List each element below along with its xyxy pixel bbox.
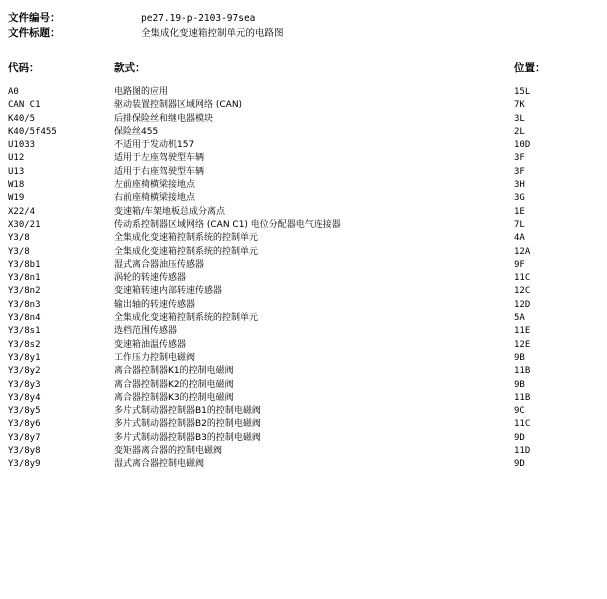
- column-header-position: 位置：: [514, 62, 546, 74]
- row-description: 选档范围传感器: [114, 326, 178, 337]
- row-description: 湿式离合器控制电磁阀: [114, 459, 205, 470]
- table-row: [0, 325, 607, 338]
- row-description: 变速箱/车架地板总成分离点: [114, 206, 226, 217]
- row-description: 适用于右座驾驶型车辆: [114, 166, 205, 177]
- row-code: A0: [8, 87, 19, 97]
- row-description: 保险丝455: [114, 126, 159, 137]
- row-position: 5A: [514, 313, 525, 324]
- row-code: X22/4: [8, 206, 36, 217]
- row-code: Y3/8y2: [8, 366, 41, 377]
- table-row: [0, 285, 607, 298]
- row-description: 适用于左座驾驶型车辆: [114, 153, 205, 164]
- row-position: 7L: [514, 219, 525, 230]
- row-code: Y3/8: [8, 233, 30, 244]
- row-code: W19: [8, 193, 25, 204]
- row-code: U12: [8, 153, 25, 164]
- row-code: Y3/8: [8, 246, 30, 257]
- row-description: 湿式离合器油压传感器: [114, 259, 205, 270]
- column-header-code: 代码：: [8, 62, 40, 74]
- row-code: K40/5f455: [8, 126, 57, 137]
- row-code: X30/21: [8, 219, 41, 230]
- row-description: 全集成化变速箱控制系统的控制单元: [114, 246, 259, 257]
- row-description: 后排保险丝和继电器模块: [114, 113, 214, 124]
- row-position: 9D: [514, 432, 525, 443]
- row-position: 9B: [514, 352, 525, 363]
- table-row: [0, 458, 607, 471]
- row-description: 多片式制动器控制器B1的控制电磁阀: [114, 406, 261, 417]
- table-row: [0, 219, 607, 232]
- row-description: 多片式制动器控制器B2的控制电磁阀: [114, 419, 261, 430]
- row-description: 左前座椅横梁接地点: [114, 180, 196, 191]
- component-list: [0, 86, 607, 472]
- row-code: U13: [8, 166, 25, 177]
- row-description: 驱动装置控制器区域网络 (CAN): [114, 100, 243, 111]
- table-row: [0, 352, 607, 365]
- table-row: [0, 405, 607, 418]
- row-description: 不适用于发动机157: [114, 140, 195, 151]
- row-code: Y3/8n2: [8, 286, 41, 297]
- row-description: 传动系控制器区域网络 (CAN C1) 电位分配器电气连接器: [114, 219, 341, 230]
- table-row: [0, 272, 607, 285]
- row-description: 涡轮的转速传感器: [114, 273, 187, 284]
- table-row: [0, 312, 607, 325]
- table-row: [0, 126, 607, 139]
- row-position: 11D: [514, 446, 531, 457]
- row-description: 右前座椅横梁接地点: [114, 193, 196, 204]
- row-position: 2L: [514, 126, 525, 137]
- row-description: 变矩器离合器的控制电磁阀: [114, 446, 223, 457]
- row-position: 11C: [514, 273, 531, 284]
- column-header-style: 款式：: [114, 62, 146, 74]
- doc-title-value: 全集成化变速箱控制单元的电路图: [141, 28, 284, 39]
- table-row: [0, 339, 607, 352]
- row-description: 离合器控制器K2的控制电磁阀: [114, 379, 234, 390]
- row-description: 全集成化变速箱控制系统的控制单元: [114, 233, 259, 244]
- row-code: Y3/8y9: [8, 459, 41, 470]
- row-code: Y3/8y8: [8, 446, 41, 457]
- row-description: 工作压力控制电磁阀: [114, 352, 196, 363]
- table-row: [0, 152, 607, 165]
- row-code: Y3/8y4: [8, 392, 41, 403]
- row-position: 10D: [514, 140, 531, 151]
- row-position: 9F: [514, 259, 525, 270]
- table-row: [0, 259, 607, 272]
- row-position: 9C: [514, 406, 525, 417]
- table-row: [0, 139, 607, 152]
- row-position: 9B: [514, 379, 525, 390]
- row-description: 变速箱油温传感器: [114, 339, 187, 350]
- row-code: Y3/8s2: [8, 339, 41, 350]
- doc-title-label: 文件标题：: [8, 27, 61, 39]
- table-row: [0, 299, 607, 312]
- table-row: [0, 179, 607, 192]
- row-code: Y3/8n4: [8, 313, 41, 324]
- row-position: 9D: [514, 459, 525, 470]
- row-position: 12C: [514, 286, 531, 297]
- row-position: 11B: [514, 366, 531, 377]
- row-description: 多片式制动器控制器B3的控制电磁阀: [114, 432, 261, 443]
- row-code: Y3/8s1: [8, 326, 41, 337]
- table-row: [0, 418, 607, 431]
- row-code: Y3/8b1: [8, 259, 41, 270]
- table-row: [0, 166, 607, 179]
- table-row: [0, 192, 607, 205]
- row-description: 离合器控制器K3的控制电磁阀: [114, 392, 234, 403]
- row-description: 全集成化变速箱控制系统的控制单元: [114, 313, 259, 324]
- doc-number-label: 文件编号：: [8, 12, 61, 24]
- row-description: 输出轴的转速传感器: [114, 299, 196, 310]
- row-code: Y3/8y5: [8, 406, 41, 417]
- row-code: Y3/8y1: [8, 352, 41, 363]
- table-row: [0, 206, 607, 219]
- row-position: 12E: [514, 339, 531, 350]
- table-row: [0, 365, 607, 378]
- table-row: [0, 99, 607, 112]
- row-position: 3H: [514, 180, 525, 191]
- row-description: 电路图的应用: [114, 87, 169, 97]
- row-position: 1E: [514, 206, 525, 217]
- row-code: Y3/8n1: [8, 273, 41, 284]
- table-row: [0, 246, 607, 259]
- row-position: 4A: [514, 233, 525, 244]
- row-position: 12A: [514, 246, 531, 257]
- row-code: Y3/8y6: [8, 419, 41, 430]
- row-position: 3G: [514, 193, 525, 204]
- row-code: K40/5: [8, 113, 36, 124]
- row-description: 变速箱转速内部转速传感器: [114, 286, 223, 297]
- row-position: 15L: [514, 87, 531, 97]
- row-position: 12D: [514, 299, 531, 310]
- row-position: 11E: [514, 326, 531, 337]
- row-code: Y3/8n3: [8, 299, 41, 310]
- doc-number-value: pe27.19-p-2103-97sea: [141, 13, 256, 24]
- row-position: 3F: [514, 166, 525, 177]
- row-code: CAN C1: [8, 100, 41, 111]
- table-row: [0, 113, 607, 126]
- row-position: 11C: [514, 419, 531, 430]
- row-position: 3L: [514, 113, 525, 124]
- table-row: [0, 379, 607, 392]
- row-description: 离合器控制器K1的控制电磁阀: [114, 366, 234, 377]
- row-code: Y3/8y7: [8, 432, 41, 443]
- row-code: U1033: [8, 140, 36, 151]
- table-row: [0, 86, 607, 99]
- table-row: [0, 445, 607, 458]
- row-position: 11B: [514, 392, 531, 403]
- row-position: 7K: [514, 100, 525, 111]
- table-row: [0, 232, 607, 245]
- row-position: 3F: [514, 153, 525, 164]
- table-row: [0, 392, 607, 405]
- row-code: W18: [8, 180, 25, 191]
- row-code: Y3/8y3: [8, 379, 41, 390]
- table-row: [0, 432, 607, 445]
